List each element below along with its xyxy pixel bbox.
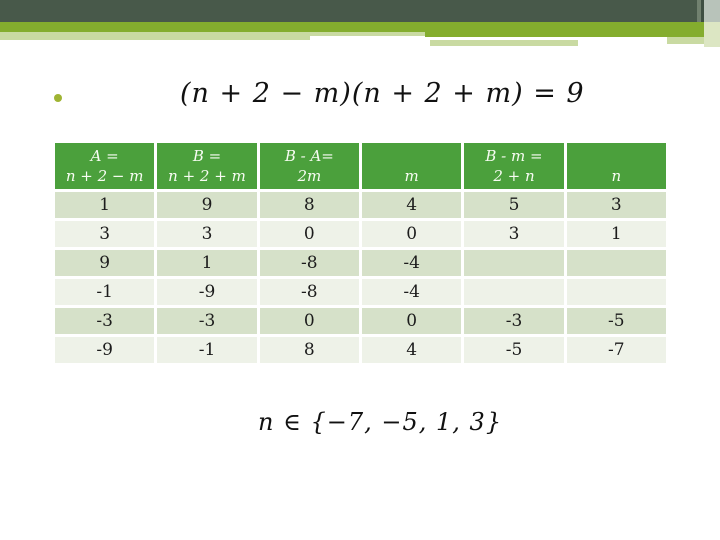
table-cell: -5 bbox=[464, 337, 563, 363]
table-cell: 3 bbox=[464, 221, 563, 247]
banner-green-bar-right bbox=[425, 32, 705, 37]
table-cell: -9 bbox=[55, 337, 154, 363]
values-table bbox=[55, 143, 666, 363]
banner-stripe bbox=[704, 0, 720, 22]
table-cell: 0 bbox=[260, 308, 359, 334]
banner-light-strip bbox=[430, 40, 578, 46]
banner-pale-column bbox=[704, 22, 720, 47]
table-header-B bbox=[157, 143, 256, 189]
table-cell: 4 bbox=[362, 192, 461, 218]
table-cell: 8 bbox=[260, 337, 359, 363]
banner-green-bar bbox=[0, 22, 720, 32]
header-line2: n + 2 − m bbox=[65, 167, 144, 185]
table-cell: -3 bbox=[55, 308, 154, 334]
table-cell: -8 bbox=[260, 279, 359, 305]
header-line1: A = bbox=[90, 147, 119, 165]
table-cell bbox=[464, 250, 563, 276]
table-cell: 8 bbox=[260, 192, 359, 218]
table-cell: -1 bbox=[55, 279, 154, 305]
table-cell: -3 bbox=[464, 308, 563, 334]
header-line2: n + 2 + m bbox=[168, 167, 246, 185]
table-cell: 4 bbox=[362, 337, 461, 363]
table-cell: 0 bbox=[260, 221, 359, 247]
table-cell: 3 bbox=[55, 221, 154, 247]
table-cell bbox=[567, 279, 666, 305]
table-cell: -5 bbox=[567, 308, 666, 334]
bullet-dot bbox=[54, 94, 62, 102]
header-line1: B = bbox=[192, 147, 222, 165]
table-cell: -4 bbox=[362, 250, 461, 276]
equation-solution-set: n ∈ {−7, −5, 1, 3} bbox=[258, 408, 503, 436]
table-cell bbox=[464, 279, 563, 305]
table-cell: -3 bbox=[157, 308, 256, 334]
header-line2: 2 + n bbox=[493, 167, 535, 185]
table-cell: -1 bbox=[157, 337, 256, 363]
table-cell bbox=[567, 250, 666, 276]
table-header-B-minus-A bbox=[260, 143, 359, 189]
table-cell: -4 bbox=[362, 279, 461, 305]
header-line1: B - m = bbox=[485, 147, 543, 165]
header-line2: 2m bbox=[297, 167, 322, 185]
table-header-m bbox=[362, 143, 461, 189]
banner-light-strip bbox=[0, 36, 310, 40]
table-cell: 5 bbox=[464, 192, 563, 218]
top-banner bbox=[0, 0, 720, 50]
table-cell: 0 bbox=[362, 221, 461, 247]
table-header-B-minus-m bbox=[464, 143, 563, 189]
table-header-A bbox=[55, 143, 154, 189]
equation-top: (n + 2 − m)(n + 2 + m) = 9 bbox=[180, 78, 585, 109]
header-line2: m bbox=[404, 167, 419, 185]
table-cell: -7 bbox=[567, 337, 666, 363]
table-cell: -8 bbox=[260, 250, 359, 276]
banner-light-strip bbox=[667, 37, 705, 44]
table-cell: 1 bbox=[567, 221, 666, 247]
header-line2: n bbox=[611, 167, 622, 185]
table-cell: 1 bbox=[157, 250, 256, 276]
banner-dark-bar bbox=[0, 0, 720, 22]
table-cell: 3 bbox=[567, 192, 666, 218]
table-header-n bbox=[567, 143, 666, 189]
table-cell: 3 bbox=[157, 221, 256, 247]
table-cell: 9 bbox=[157, 192, 256, 218]
table-cell: 9 bbox=[55, 250, 154, 276]
table-cell: 0 bbox=[362, 308, 461, 334]
header-line1: B - A= bbox=[284, 147, 334, 165]
table-cell: 1 bbox=[55, 192, 154, 218]
table-cell: -9 bbox=[157, 279, 256, 305]
